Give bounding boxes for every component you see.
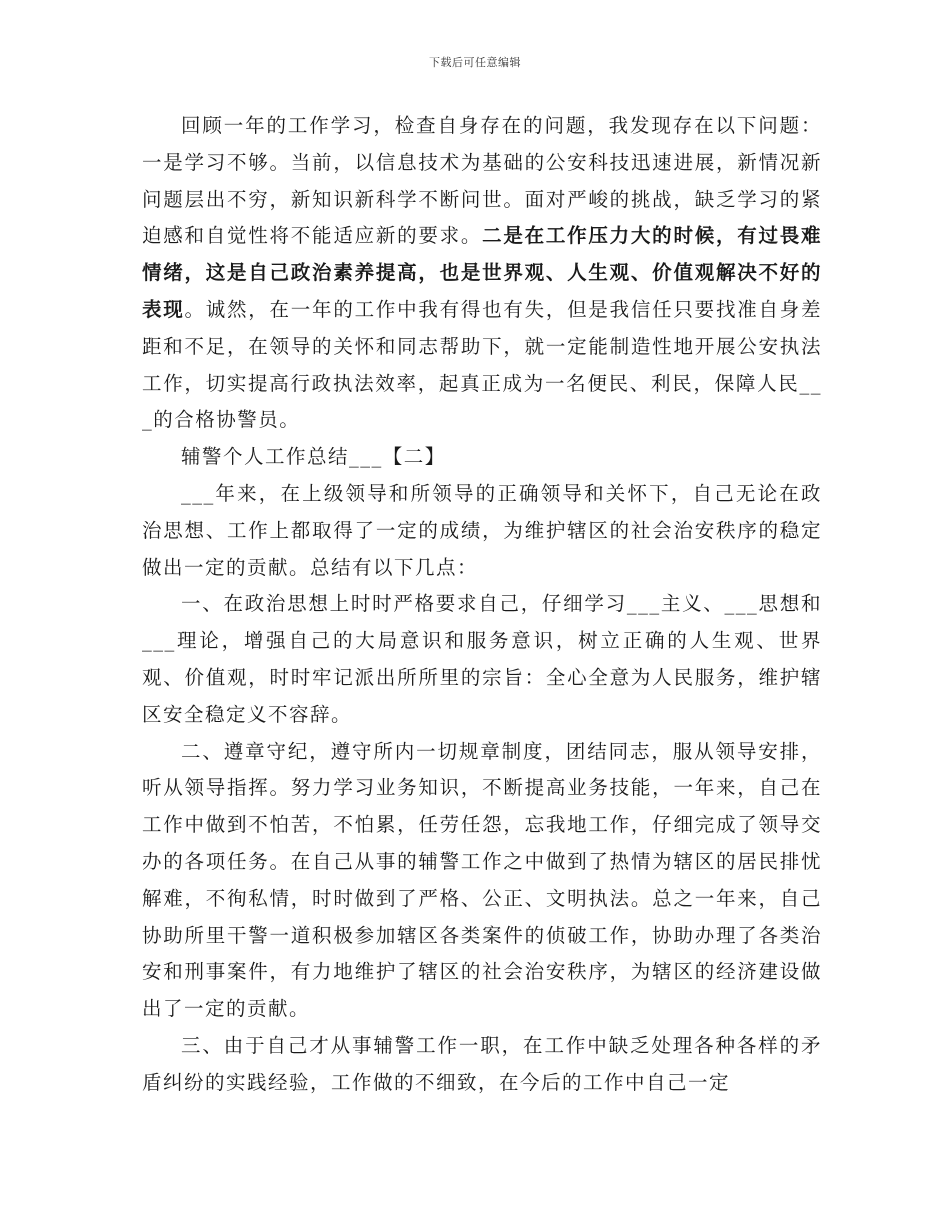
paragraph-point-two: 二、遵章守纪，遵守所内一切规章制度，团结同志，服从领导安排，听从领导指挥。努力学习业务知识，不断提高业务技能，一年来，自己在工作中做到不怕苦，不怕累，任劳任怨，忘我地工作，仔细完成了领导交办的各项任务。在自己从事的辅警工作之中做到了热情为辖区的居民排忧解难，不徇私情，时时做到了严格、公正、文明执法。总之一年来，自己协助所里干警一道积极参加辖区各类案件的侦破工作，协助办理了各类治安和刑事案件，有力地维护了辖区的社会治安秩序，为辖区的经济建设做出了一定的贡献。 — [142, 739, 822, 1021]
paragraph-point-three: 三、由于自己才从事辅警工作一职，在工作中缺乏处理各种各样的矛盾纠纷的实践经验，工作做的不细致，在今后的工作中自己一定 — [142, 1033, 822, 1094]
page-header: 下载后可任意编辑 — [429, 56, 521, 69]
paragraph-review-bold-text: 二是在工作压力大的时候，有过畏难情绪，这是自己政治素养提高，也是世界观、人生观、价值观解决不好的表现 — [142, 224, 822, 321]
paragraph-intro: ___年来，在上级领导和所领导的正确领导和关怀下，自己无论在政治思想、工作上都取得了一定的成绩，为维护辖区的社会治安秩序的稳定做出一定的贡献。总结有以下几点： — [142, 481, 822, 579]
paragraph-point-one: 一、在政治思想上时时严格要求自己，仔细学习___主义、___思想和___理论，增强自己的大局意识和服务意识，树立正确的人生观、世界观、价值观，时时牢记派出所所里的宗旨：全心全意为人民服务，维护辖区安全稳定义不容辞。 — [142, 592, 822, 726]
paragraph-review — [142, 108, 822, 439]
document-body — [142, 108, 822, 1102]
section-title: 辅警个人工作总结___【二】 — [181, 445, 446, 469]
paragraph-review-text: 回顾一年的工作学习，检查自身存在的问题，我发现存在以下问题：一是学习不够。当前，以信息技术为基础的公安科技迅速进展，新情况新问题层出不穷，新知识新科学不断问世。面对严峻的挑战，缺乏学习的紧迫感和自觉性将不能适应新的要求。 — [142, 114, 822, 248]
paragraph-review-continued-text: 。诚然，在一年的工作中我有得也有失，但是我信任只要找准自身差距和不足，在领导的关怀和同志帮助下，就一定能制造性地开展公安执法工作，切实提高行政执法效率，起真正成为一名便民、利民，保障人民___的合格协警员。 — [142, 297, 822, 432]
